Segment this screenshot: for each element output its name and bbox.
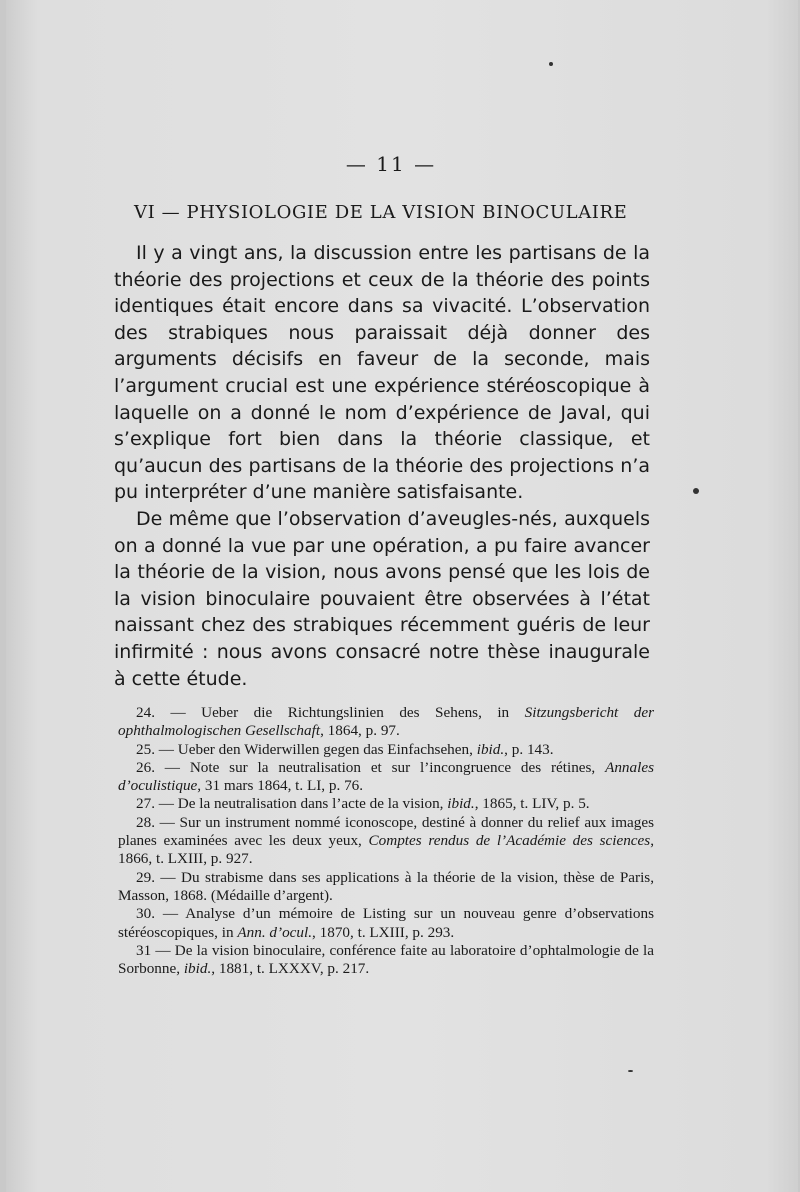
footnote: 24. — Ueber die Richtungslinien des Sehens, in Sitzungsbericht der ophthalmologischen Gesellschaft, 1864, p. 97. [118, 704, 654, 740]
footnotes [118, 704, 654, 978]
footnote: 30. — Analyse d’un mémoire de Listing sur un nouveau genre d’observations stéréoscopiques, in Ann. d’ocul., 1870, t. LXIII, p. 293. [118, 905, 654, 941]
footnote: 25. — Ueber den Widerwillen gegen das Einfachsehen, ibid., p. 143. [136, 740, 554, 758]
page-number: — 11 — [345, 152, 437, 176]
paragraph: De même que l’observation d’aveugles-nés, auxquels on a donné la vue par une opération, a pu faire avancer la théorie de la vision, nous avons pensé que les lois de la vision binoculaire pouvaient être observées à l’état naissant chez des strabiques récemment guéris de leur infirmité : nous avons consacré notre thèse inaugurale à cette étude. [114, 507, 650, 690]
section-heading: VI — PHYSIOLOGIE DE LA VISION BINOCULAIRE [134, 202, 628, 223]
paper-speck [693, 488, 699, 494]
footnote: 29. — Du strabisme dans ses applications à la théorie de la vision, thèse de Paris, Masson, 1868. (Médaille d’argent). [118, 868, 654, 904]
footnote: 26. — Note sur la neutralisation et sur l’incongruence des rétines, Annales d’oculistique, 31 mars 1864, t. LI, p. 76. [118, 758, 654, 795]
footnote: 31 — De la vision binoculaire, conférence faite au laboratoire d’ophtalmologie de la Sorbonne, ibid., 1881, t. LXXXV, p. 217. [118, 941, 654, 978]
paper-speck [628, 1070, 633, 1072]
footnote: 27. — De la neutralisation dans l’acte de la vision, ibid., 1865, t. LIV, p. 5. [136, 795, 590, 813]
paragraph: Il y a vingt ans, la discussion entre les partisans de la théorie des projections et ceux de la théorie des points identiques était encore dans sa vivacité. L’observation des strabiques nous paraissait déjà donner des arguments décisifs en faveur de la seconde, mais l’argument crucial est une expérience stéréoscopique à laquelle on a donné le nom d’expérience de Javal, qui s’explique fort bien dans la théorie classique, et qu’aucun des partisans de la théorie des projections n’a pu interpréter d’une manière satisfaisante. [114, 242, 650, 504]
body-text [114, 240, 650, 692]
paper-speck [549, 62, 553, 66]
page [6, 0, 798, 1192]
footnote: 28. — Sur un instrument nommé iconoscope, destiné à donner du relief aux images planes examinées avec les deux yeux, Comptes rendus de l’Académie des sciences, 1866, t. LXIII, p. 927. [118, 813, 654, 868]
